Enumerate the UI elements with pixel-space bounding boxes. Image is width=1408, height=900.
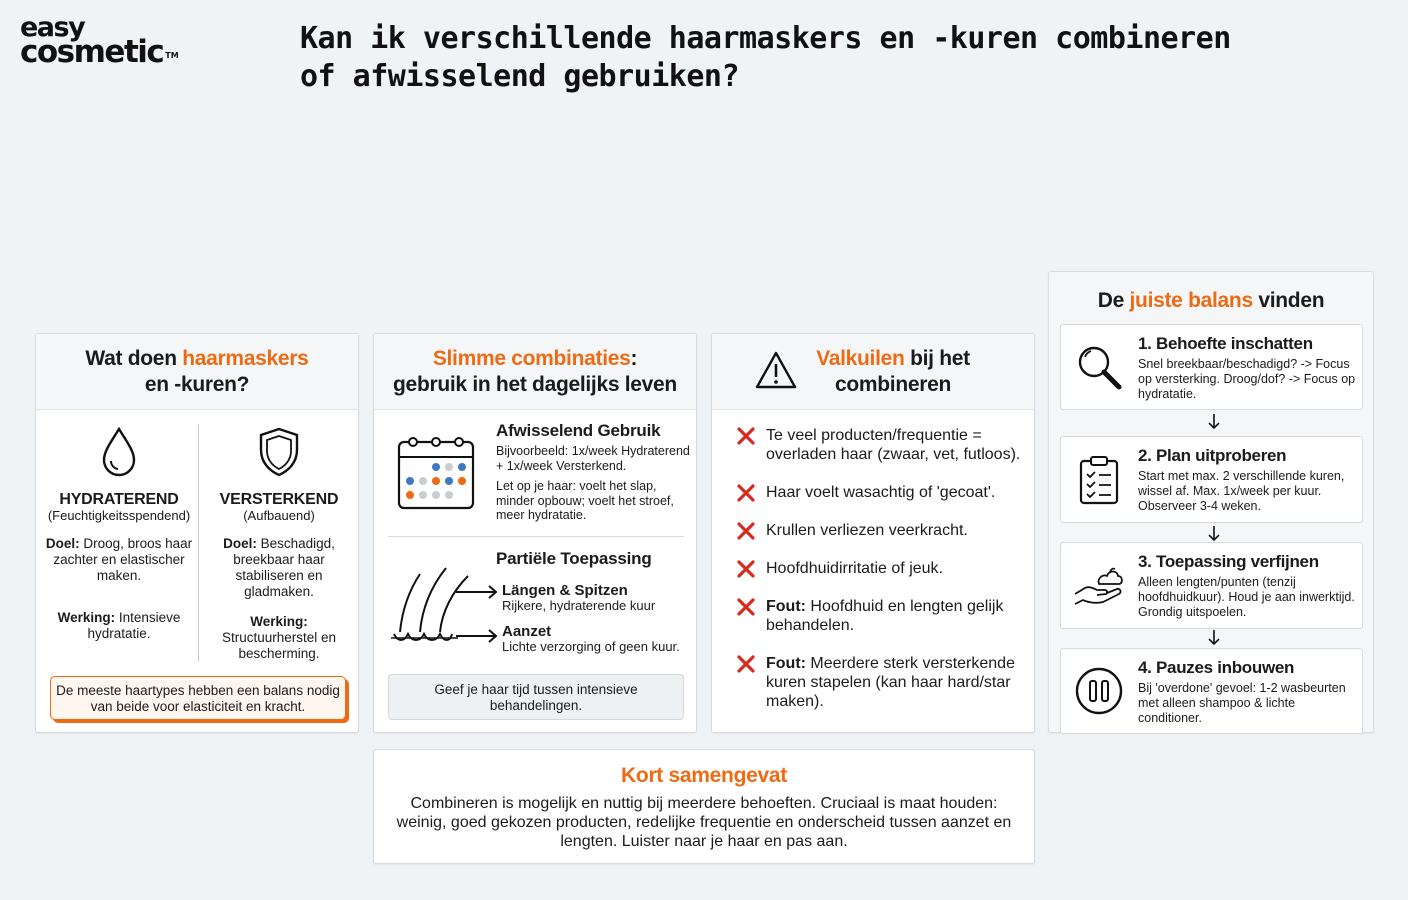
pitfall-text: Hoofdhuidirritatie of jeuk. <box>766 560 943 577</box>
roots-label: Aanzet <box>502 623 552 640</box>
pitfall-item <box>736 521 1028 540</box>
goal-label: Doel: <box>223 536 257 551</box>
card-summary <box>373 749 1035 864</box>
hair-strands-icon <box>390 562 502 653</box>
magnifier-icon <box>1073 341 1125 393</box>
card-smart-combinations <box>373 333 697 733</box>
card-heading <box>36 346 358 398</box>
heading-accent: haarmaskers <box>182 347 309 370</box>
goal-label: Doel: <box>45 536 80 551</box>
card-what-do-masks <box>35 333 359 733</box>
card-right-balance <box>1048 271 1374 733</box>
heading-post: vinden <box>1252 289 1325 312</box>
step-body: Snel breekbaar/beschadigd? -> Focus op versterking. Droog/dof? -> Focus op hydratatie. <box>1138 357 1356 401</box>
pitfall-bold: Fout: <box>766 655 806 672</box>
warning-icon <box>754 350 798 395</box>
step-card <box>1060 542 1363 629</box>
hydrating-name: HYDRATEREND <box>59 491 179 508</box>
section-divider <box>388 536 684 537</box>
pitfall-text: Hoofdhuid en lengten gelijk behandelen. <box>766 598 1004 634</box>
heading-pre: De <box>1097 289 1130 312</box>
arrow-down-icon <box>1207 526 1221 542</box>
pitfall-bold: Fout: <box>766 598 806 615</box>
shield-icon <box>200 426 358 486</box>
heading-post: en -kuren? <box>144 373 250 396</box>
card-heading <box>798 346 988 398</box>
brand-line1: easy <box>20 12 85 43</box>
page-title: Kan ik verschillende haarmaskers en -kuren combineren of afwisselend gebruiken? <box>300 21 1231 94</box>
heading-post1: bij het <box>904 347 970 370</box>
strengthening-sub: (Aufbauend) <box>243 508 315 523</box>
heading-accent: Valkuilen <box>816 347 905 370</box>
pitfall-item <box>736 597 1028 635</box>
step-card <box>1060 324 1363 410</box>
card-heading <box>1049 288 1373 314</box>
arrow-down-icon <box>1207 414 1221 430</box>
hydrating-column <box>40 426 198 658</box>
pitfall-text: Meerdere sterk versterkende kuren stapelen (kan haar hard/star maken). <box>766 655 1015 710</box>
heading-pre: Wat doen <box>85 347 183 370</box>
step-title: 3. Toepassing verfijnen <box>1138 552 1319 571</box>
summary-body: Combineren is mogelijk en nuttig bij meerdere behoeften. Cruciaal is maat houden: weinig, goed gekozen producten, redelijke frequentie en onderscheid tussen aanzet en lengten. Luister naar je haar en pas aan. <box>396 795 1012 850</box>
step-body: Alleen lengten/punten (tenzij hoofdhuidkuur). Houd je aan inwerktijd. Grondig uitspoelen. <box>1138 575 1355 619</box>
pitfall-item <box>736 483 1028 502</box>
pitfall-item <box>736 559 1028 578</box>
cross-icon <box>736 522 756 540</box>
step-body: Start met max. 2 verschillende kuren, wissel af. Max. 1x/week per kuur. Observeer 3-4 weken. <box>1138 469 1345 513</box>
step-title: 2. Plan uitproberen <box>1138 446 1287 465</box>
alternating-tip: Let op je haar: voelt het slap, minder opbouw; voelt het stroef, meer hydratatie. <box>496 479 674 522</box>
lengths-label: Längen & Spitzen <box>502 582 628 599</box>
balance-note: De meeste haartypes hebben een balans nodig van beide voor elasticiteit en kracht. <box>50 676 346 720</box>
summary-title: Kort samengevat <box>621 764 787 787</box>
brand-logo <box>20 12 179 70</box>
hydrating-goal <box>40 536 198 584</box>
calendar-icon <box>396 433 476 516</box>
alternating-title: Afwisselend Gebruik <box>496 421 661 440</box>
arrow-down-icon <box>1207 630 1221 646</box>
step-title: 1. Behoefte inschatten <box>1138 334 1313 353</box>
rest-note: Geef je haar tijd tussen intensieve behandelingen. <box>388 674 684 720</box>
brand-trademark: TM <box>165 51 179 60</box>
strengthening-name: VERSTERKEND <box>219 491 339 508</box>
card-header <box>36 334 358 410</box>
pause-icon <box>1073 665 1125 717</box>
heading-accent: juiste balans <box>1129 289 1253 312</box>
card-header <box>712 334 1034 410</box>
step-title: 4. Pauzes inbouwen <box>1138 658 1295 677</box>
cross-icon <box>736 560 756 578</box>
card-pitfalls <box>711 333 1035 733</box>
lengths-desc: Rijkere, hydraterende kuur <box>502 598 656 613</box>
step-text <box>1138 445 1356 514</box>
work-label: Werking: <box>57 610 116 625</box>
card-heading <box>374 346 696 398</box>
brand-line2-text: cosmetic <box>20 34 164 70</box>
cross-icon <box>736 598 756 616</box>
cross-icon <box>736 427 756 445</box>
droplet-icon <box>40 426 198 486</box>
column-divider <box>198 424 199 662</box>
heading-accent: Slimme combinaties <box>432 347 631 370</box>
step-card <box>1060 648 1363 734</box>
pitfall-text: Haar voelt wasachtig of 'gecoat'. <box>766 484 996 501</box>
heading-post: gebruik in het dagelijks leven <box>393 373 677 396</box>
brand-line2 <box>20 34 179 70</box>
cross-icon <box>736 484 756 502</box>
step-body: Bij 'overdone' gevoel: 1-2 wasbeurten met alleen shampoo & lichte conditioner. <box>1138 681 1346 725</box>
partial-title: Partiële Toepassing <box>496 549 652 568</box>
work-text: Intensieve hydratatie. <box>87 610 181 641</box>
roots-desc: Lichte verzorging of geen kuur. <box>502 639 680 654</box>
strengthening-work <box>200 614 358 662</box>
pitfall-text: Te veel producten/frequentie = overladen haar (zwaar, vet, futloos). <box>766 427 1021 463</box>
roots-block <box>502 623 692 655</box>
clipboard-icon <box>1073 454 1125 506</box>
lengths-block <box>502 582 688 614</box>
step-text <box>1138 333 1356 402</box>
hydrating-work <box>40 610 198 642</box>
heading-post2: combineren <box>834 373 952 396</box>
pitfall-text: Krullen verliezen veerkracht. <box>766 522 968 539</box>
work-label: Werking: <box>250 614 308 629</box>
alternating-block <box>496 421 692 523</box>
goal-text: Droog, broos haar zachter en elastischer maken. <box>53 536 193 583</box>
alternating-example: Bijvoorbeeld: 1x/week Hydraterend + 1x/week Versterkend. <box>496 444 690 473</box>
strengthening-column <box>200 426 358 678</box>
pitfall-item <box>736 654 1028 711</box>
heading-colon: : <box>630 347 638 370</box>
goal-text: Beschadigd, breekbaar haar stabiliseren en gladmaken. <box>233 536 335 599</box>
step-text <box>1138 657 1356 726</box>
strengthening-goal <box>200 536 358 600</box>
pitfall-item <box>736 426 1028 464</box>
cross-icon <box>736 655 756 673</box>
step-card <box>1060 436 1363 523</box>
step-text <box>1138 551 1356 620</box>
hydrating-sub: (Feuchtigkeitsspendend) <box>47 508 191 523</box>
card-header <box>374 334 696 410</box>
work-text: Structuurherstel en bescherming. <box>221 630 337 661</box>
hand-product-icon <box>1073 560 1125 612</box>
